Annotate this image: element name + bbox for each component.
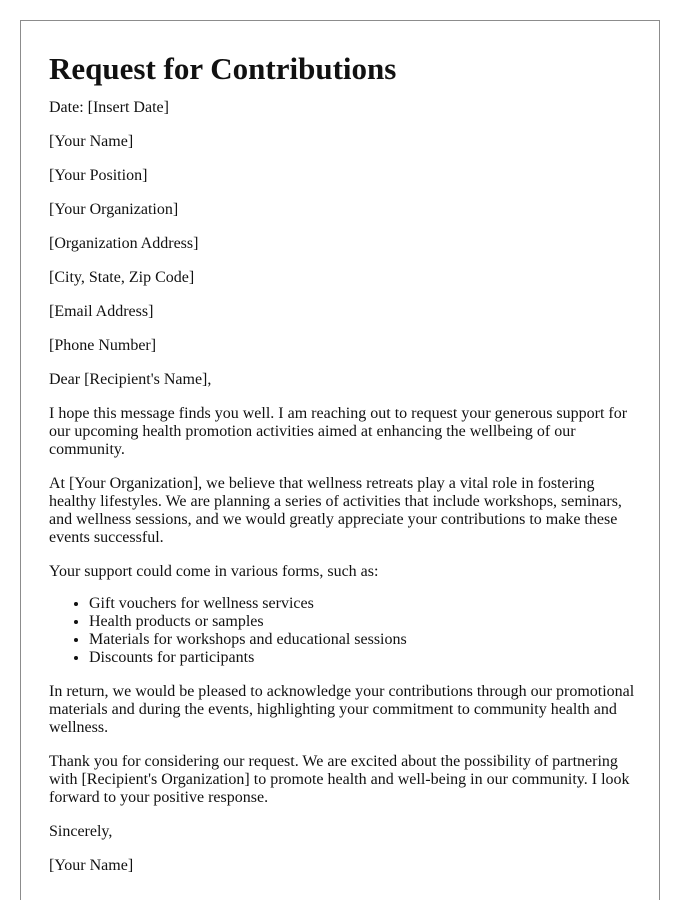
sender-name: [Your Name] xyxy=(49,133,134,150)
sender-address: [Organization Address] xyxy=(49,235,199,252)
signoff: Sincerely, xyxy=(49,823,113,840)
letter-content xyxy=(49,51,639,891)
list-item: • Materials for workshops and educational sessions xyxy=(89,631,639,649)
list-item: • Gift vouchers for wellness services xyxy=(89,595,639,613)
list-item: • Discounts for participants xyxy=(89,649,639,667)
date-line: Date: [Insert Date] xyxy=(49,99,169,116)
salutation: Dear [Recipient's Name], xyxy=(49,371,212,388)
sender-position: [Your Position] xyxy=(49,167,148,184)
list-item: • Health products or samples xyxy=(89,613,639,631)
contribution-list xyxy=(49,595,639,667)
letter-page xyxy=(20,20,660,900)
signature-name: [Your Name] xyxy=(49,857,134,874)
body-paragraph: At [Your Organization], we believe that wellness retreats play a vital role in fostering healthy lifestyles. We are planning a series of activities that include workshops, seminars, and wellness sessions, and we would greatly appreciate your contributions to make these events successful. xyxy=(49,475,622,546)
sender-email: [Email Address] xyxy=(49,303,154,320)
sender-phone: [Phone Number] xyxy=(49,337,157,354)
body-paragraph: I hope this message finds you well. I am reaching out to request your generous support for our upcoming health promotion activities aimed at enhancing the wellbeing of our community. xyxy=(49,405,628,458)
closing-paragraph: In return, we would be pleased to acknowledge your contributions through our promotional materials and during the events, highlighting your commitment to community health and wellness. xyxy=(49,683,635,736)
sender-organization: [Your Organization] xyxy=(49,201,179,218)
sender-city-state-zip: [City, State, Zip Code] xyxy=(49,269,195,286)
letter-title: Request for Contributions xyxy=(49,51,397,86)
body-paragraph: Your support could come in various forms, such as: xyxy=(49,563,379,580)
closing-paragraph: Thank you for considering our request. We are excited about the possibility of partnering with [Recipient's Organization] to promote health and well-being in our community. I look forward to your positive response. xyxy=(49,753,630,806)
